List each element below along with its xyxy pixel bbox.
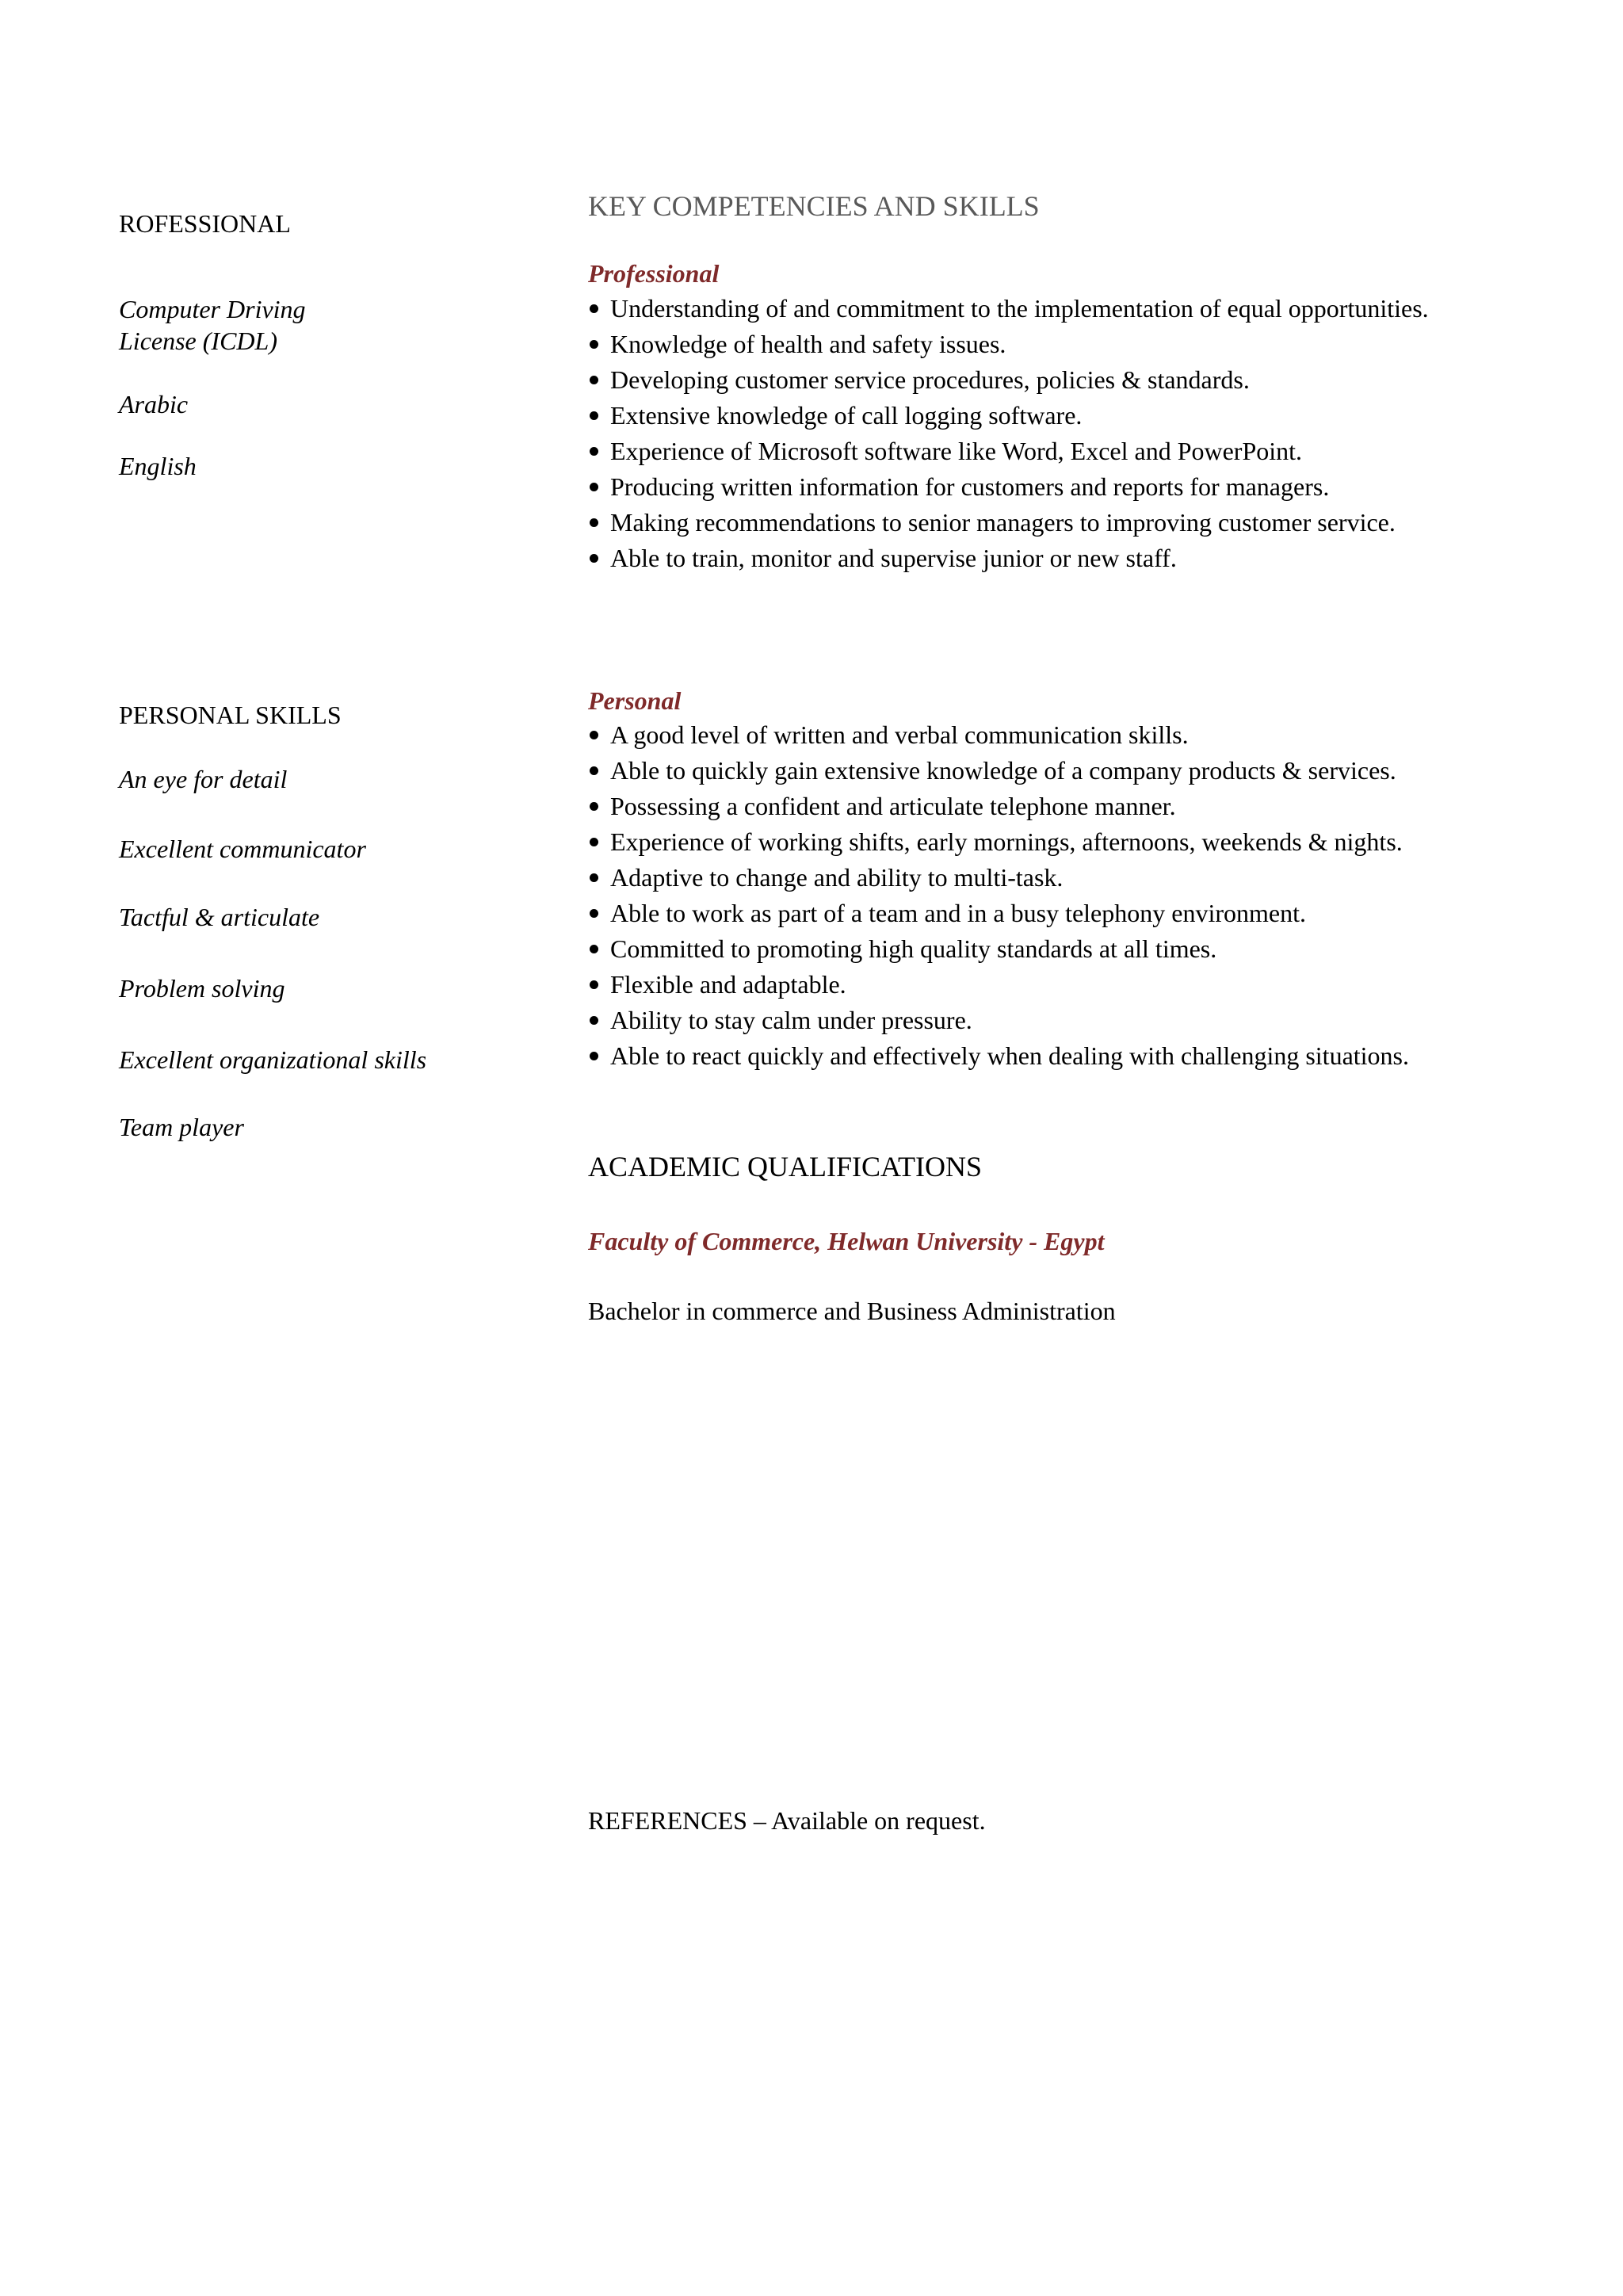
academic-heading: ACADEMIC QUALIFICATIONS bbox=[588, 1151, 983, 1182]
bullet-icon bbox=[590, 731, 598, 739]
bullet-icon bbox=[590, 1016, 598, 1025]
bullet-icon bbox=[590, 518, 598, 527]
bullet-icon bbox=[590, 873, 598, 882]
left-personal-heading: PERSONAL SKILLS bbox=[119, 701, 342, 729]
list-item: A good level of written and verbal communication skills. bbox=[588, 717, 1594, 753]
professional-subheading: Professional bbox=[588, 259, 720, 288]
references-line: REFERENCES – Available on request. bbox=[588, 1806, 986, 1835]
bullet-icon bbox=[590, 909, 598, 918]
bullet-icon bbox=[590, 802, 598, 811]
academic-degree: Bachelor in commerce and Business Administration bbox=[588, 1297, 1116, 1325]
list-item: Able to quickly gain extensive knowledge of a company products & services. bbox=[588, 753, 1594, 789]
left-personal-item: An eye for detail bbox=[119, 765, 288, 793]
bullet-icon bbox=[590, 304, 598, 313]
academic-institution: Faculty of Commerce, Helwan University - Egypt bbox=[588, 1227, 1105, 1255]
personal-bullet-list bbox=[588, 717, 1594, 1074]
left-item-icdl-line2: License (ICDL) bbox=[119, 327, 277, 355]
bullet-icon bbox=[590, 340, 598, 349]
list-item: Experience of working shifts, early mornings, afternoons, weekends & nights. bbox=[588, 824, 1594, 860]
list-item: Extensive knowledge of call logging software. bbox=[588, 398, 1594, 434]
left-professional-heading: ROFESSIONAL bbox=[119, 209, 291, 238]
bullet-icon bbox=[590, 980, 598, 989]
bullet-icon bbox=[590, 483, 598, 491]
bullet-icon bbox=[590, 447, 598, 456]
bullet-icon bbox=[590, 945, 598, 953]
bullet-icon bbox=[590, 1052, 598, 1060]
list-item: Making recommendations to senior managers to improving customer service. bbox=[588, 505, 1594, 541]
left-item-arabic: Arabic bbox=[119, 390, 189, 418]
list-item: Able to work as part of a team and in a busy telephony environment. bbox=[588, 896, 1594, 931]
bullet-icon bbox=[590, 554, 598, 563]
bullet-icon bbox=[590, 766, 598, 775]
list-item: Able to react quickly and effectively when dealing with challenging situations. bbox=[588, 1038, 1594, 1074]
list-item: Knowledge of health and safety issues. bbox=[588, 327, 1594, 362]
professional-bullet-list bbox=[588, 291, 1594, 576]
left-item-english: English bbox=[119, 452, 197, 480]
key-competencies-heading: KEY COMPETENCIES AND SKILLS bbox=[588, 190, 1040, 222]
bullet-icon bbox=[590, 376, 598, 384]
left-personal-item: Excellent communicator bbox=[119, 835, 366, 863]
list-item: Flexible and adaptable. bbox=[588, 967, 1594, 1003]
list-item: Able to train, monitor and supervise junior or new staff. bbox=[588, 541, 1594, 576]
personal-subheading: Personal bbox=[588, 686, 682, 715]
list-item: Ability to stay calm under pressure. bbox=[588, 1003, 1594, 1038]
left-personal-item: Excellent organizational skills bbox=[119, 1045, 427, 1074]
list-item: Developing customer service procedures, policies & standards. bbox=[588, 362, 1594, 398]
bullet-icon bbox=[590, 838, 598, 846]
list-item: Experience of Microsoft software like Word, Excel and PowerPoint. bbox=[588, 434, 1594, 469]
left-item-icdl-line1: Computer Driving bbox=[119, 295, 306, 323]
left-personal-item: Team player bbox=[119, 1113, 244, 1141]
list-item: Adaptive to change and ability to multi-task. bbox=[588, 860, 1594, 896]
list-item: Understanding of and commitment to the implementation of equal opportunities. bbox=[588, 291, 1594, 327]
list-item: Producing written information for customers and reports for managers. bbox=[588, 469, 1594, 505]
left-personal-item: Tactful & articulate bbox=[119, 903, 320, 931]
left-personal-item: Problem solving bbox=[119, 974, 285, 1003]
bullet-icon bbox=[590, 411, 598, 420]
list-item: Committed to promoting high quality standards at all times. bbox=[588, 931, 1594, 967]
list-item: Possessing a confident and articulate telephone manner. bbox=[588, 789, 1594, 824]
